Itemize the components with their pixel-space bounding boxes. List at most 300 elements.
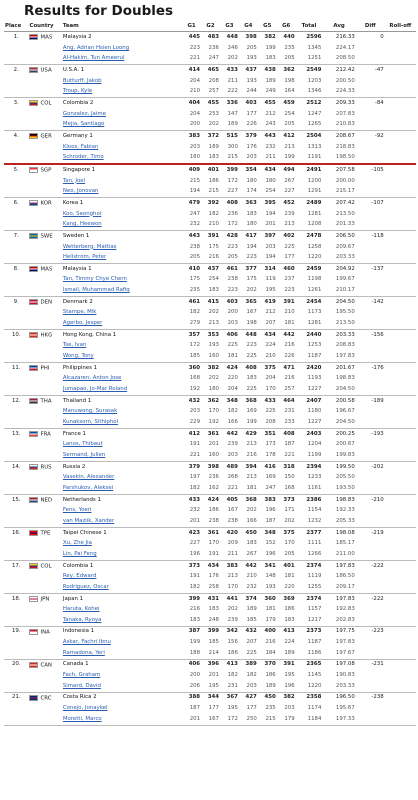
game-score: 455: [207, 99, 219, 106]
empty-cell: [356, 220, 385, 231]
game-score: 318: [283, 463, 295, 470]
player-name-link[interactable]: Mejia, Santiago: [62, 120, 182, 131]
player-game-score: 184: [258, 648, 277, 659]
place-cell: 8.: [13, 265, 19, 272]
player-game-score: 216: [189, 606, 201, 613]
game-score: 442: [245, 562, 257, 569]
player-game-score: 175: [246, 276, 257, 283]
team-name: Germany 1: [62, 132, 93, 139]
empty-cell: [4, 539, 28, 550]
game-score: 440: [283, 34, 295, 41]
player-game-score: 180: [265, 177, 276, 184]
team-name: Japan 1: [62, 595, 84, 602]
player-name-link[interactable]: Neo, Jonovan: [62, 187, 182, 198]
flag-icon: [29, 431, 38, 437]
player-game-score: 233: [277, 417, 296, 428]
player-game-score: 221: [220, 483, 239, 494]
empty-cell: [4, 670, 28, 681]
team-row: [4, 231, 416, 242]
player-average: 203.33: [322, 253, 355, 264]
empty-cell: [385, 318, 416, 329]
country-cell: [28, 429, 61, 440]
player-name-link[interactable]: Rey, Edward: [62, 573, 97, 580]
flag-icon: [29, 332, 38, 338]
col-g4: G4: [239, 24, 258, 32]
team-group: [4, 363, 416, 396]
player-name-link[interactable]: Schroder, Timo: [62, 153, 182, 165]
game-score: 383: [226, 562, 238, 569]
team-row: [4, 297, 416, 308]
player-game-score: 195: [258, 286, 277, 297]
game-score: 361: [207, 529, 219, 536]
player-game-score: 193: [239, 54, 258, 65]
player-game-score: 186: [220, 648, 239, 659]
player-name-link[interactable]: Tan, Timmy Chye Chern: [62, 276, 127, 283]
empty-cell: [385, 43, 416, 54]
empty-cell: [385, 483, 416, 494]
flag-icon: [29, 695, 38, 701]
player-game-score: 182: [246, 672, 257, 679]
player-game-score: 202: [246, 507, 257, 514]
place-cell: 13.: [11, 430, 21, 437]
player-name-link[interactable]: Tan, Joel: [62, 177, 86, 184]
game-score: 388: [188, 694, 201, 701]
game-score: 373: [283, 496, 295, 503]
player-row: [4, 187, 416, 198]
player-average: 224.17: [335, 44, 355, 51]
diff: -84: [374, 99, 384, 106]
player-name-link[interactable]: Ramadona, Yeri: [62, 648, 182, 659]
player-name-link[interactable]: Rodriguez, Oscar: [62, 582, 182, 593]
player-game-score: 239: [227, 441, 238, 448]
player-game-score: 213: [284, 143, 295, 150]
player-game-score: 238: [227, 276, 238, 283]
player-game-score: 189: [208, 143, 219, 150]
player-name-link[interactable]: Butturff, Jakob: [62, 77, 102, 84]
game-score: 395: [264, 199, 276, 206]
player-game-score: 204: [189, 110, 201, 117]
empty-cell: [28, 506, 61, 517]
player-total: 1191: [296, 153, 323, 165]
flag-icon: [29, 365, 38, 371]
player-name-link[interactable]: Kunaksorn, Sithiphol: [62, 417, 182, 428]
player-game-score: 201: [182, 714, 201, 725]
player-row: [4, 54, 416, 65]
player-name-link[interactable]: Kang, Heewon: [62, 220, 182, 231]
player-row: [4, 275, 416, 286]
player-average: 200.50: [335, 77, 355, 84]
player-game-score: 160: [201, 351, 220, 362]
player-game-score: 223: [227, 243, 238, 250]
roll-off: [385, 131, 416, 142]
player-game-score: 212: [265, 309, 276, 316]
player-name-link[interactable]: Hellstrom, Peter: [62, 253, 182, 264]
empty-cell: [28, 605, 61, 616]
player-game-score: 225: [239, 351, 258, 362]
empty-cell: [4, 572, 28, 583]
player-game-score: 199: [239, 417, 258, 428]
country-code: GER: [40, 133, 52, 140]
player-name-link[interactable]: Koo, Seonghoi: [62, 210, 102, 217]
empty-cell: [356, 109, 385, 120]
player-game-score: 225: [227, 342, 238, 349]
player-total: 1255: [296, 582, 323, 593]
player-game-score: 224: [265, 342, 276, 349]
player-name-link[interactable]: Ang, Adrian Hsien Loong: [62, 44, 130, 51]
team-group: [4, 494, 416, 527]
player-name-link[interactable]: Simard, David: [62, 681, 182, 692]
empty-cell: [28, 572, 61, 583]
team-name: Philippines 1: [62, 364, 98, 371]
empty-cell: [28, 670, 61, 681]
player-name-link[interactable]: Wetterberg, Mattias: [62, 243, 117, 250]
game-score: 399: [226, 166, 238, 173]
team-group: [4, 626, 416, 659]
game-score: 368: [245, 496, 257, 503]
game-score: 433: [188, 496, 201, 503]
player-game-score: 185: [208, 639, 219, 646]
empty-cell: [356, 43, 385, 54]
player-game-score: 166: [239, 516, 258, 527]
game-score: 412: [283, 132, 295, 139]
empty-cell: [4, 417, 28, 428]
player-game-score: 178: [258, 450, 277, 461]
player-row: [4, 670, 416, 681]
player-game-score: 204: [265, 375, 276, 382]
game-score: 408: [226, 199, 238, 206]
player-name-link[interactable]: Tanaka, Ryoya: [62, 615, 182, 626]
game-score: 465: [207, 67, 219, 73]
country-cell: [28, 98, 61, 109]
team-group: [4, 198, 416, 231]
player-game-score: 182: [182, 483, 201, 494]
player-game-score: 200: [227, 309, 238, 316]
country-code: KOR: [40, 200, 52, 207]
player-name-link[interactable]: Xu, Zhe Jia: [62, 540, 92, 547]
place-cell: 19.: [11, 628, 21, 635]
player-game-score: 189: [220, 120, 239, 131]
average: 199.50: [335, 463, 355, 470]
player-name-link[interactable]: Jumapao, Jo-Mar Roland: [62, 384, 182, 395]
player-game-score: 175: [189, 276, 201, 283]
place-cell: 18.: [11, 595, 21, 602]
player-average: 197.33: [322, 714, 355, 725]
total-score: 2489: [306, 199, 322, 206]
player-name-link[interactable]: Vasekin, Alexander: [62, 474, 115, 481]
game-score: 361: [207, 430, 219, 437]
player-name-link[interactable]: Ismail, Muhammad Rafiq: [62, 286, 182, 297]
game-score: 399: [207, 628, 219, 635]
player-game-score: 202: [227, 606, 238, 613]
player-game-score: 216: [284, 342, 295, 349]
player-total: 1261: [296, 286, 323, 297]
game-score: 431: [207, 595, 219, 602]
empty-cell: [4, 473, 28, 484]
player-name-link[interactable]: Stampe, Mik: [62, 309, 97, 316]
player-average: 204.50: [322, 384, 355, 395]
player-game-score: 194: [265, 210, 276, 217]
player-row: [4, 417, 416, 428]
average: 203.33: [335, 331, 355, 338]
average: 197.83: [335, 562, 355, 569]
empty-cell: [356, 120, 385, 131]
player-game-score: 169: [265, 474, 276, 481]
player-average: 186.50: [335, 573, 355, 580]
empty-cell: [356, 605, 385, 616]
team-group: [4, 297, 416, 330]
player-game-score: 203: [284, 705, 295, 712]
player-total: 1258: [307, 243, 322, 250]
empty-cell: [28, 242, 61, 253]
country-code: DEN: [40, 299, 53, 306]
player-game-score: 172: [220, 220, 239, 231]
country-cell: [28, 593, 61, 604]
player-name-link[interactable]: Manuwong, Surasak: [62, 408, 118, 415]
empty-cell: [4, 76, 28, 87]
player-total: 1345: [307, 44, 322, 51]
roll-off: [385, 494, 416, 505]
player-total: 1313: [307, 143, 322, 150]
player-game-score: 232: [239, 582, 258, 593]
player-game-score: 213: [246, 441, 257, 448]
player-game-score: 226: [239, 120, 258, 131]
empty-cell: [356, 714, 385, 725]
player-name-link[interactable]: van Maziik, Xander: [62, 516, 182, 527]
total-score: 2440: [306, 331, 322, 338]
player-name-link[interactable]: Parshukov, Aleksei: [62, 483, 182, 494]
empty-cell: [28, 714, 61, 725]
player-average: 202.83: [322, 615, 355, 626]
player-total: 1154: [307, 507, 322, 514]
player-game-score: 215: [220, 153, 239, 165]
player-name-link[interactable]: Fens, Yoeri: [62, 507, 92, 514]
player-average: 196.67: [335, 408, 355, 415]
player-total: 1187: [296, 351, 323, 362]
country-cell: [28, 692, 61, 703]
game-score: 398: [207, 463, 219, 470]
player-game-score: 177: [277, 253, 296, 264]
player-game-score: 182: [227, 672, 238, 679]
total-score: 2394: [306, 463, 322, 470]
player-average: 197.67: [322, 648, 355, 659]
place-cell: 6.: [13, 199, 19, 206]
empty-cell: [4, 341, 28, 352]
player-row: [4, 681, 416, 692]
player-row: [4, 714, 416, 725]
game-score: 432: [245, 628, 257, 635]
game-score: 437: [245, 67, 257, 73]
player-game-score: 225: [265, 408, 276, 415]
player-name-link[interactable]: Lin, Pai Feng: [62, 549, 182, 560]
player-game-score: 191: [189, 441, 201, 448]
player-row: [4, 109, 416, 120]
player-game-score: 193: [258, 582, 277, 593]
player-row: [4, 384, 416, 395]
player-name-link[interactable]: Moretti, Marco: [62, 714, 182, 725]
player-game-score: 236: [208, 44, 219, 51]
player-name-link[interactable]: Agerbo, Jesper: [62, 318, 182, 329]
game-score: 432: [188, 397, 201, 404]
player-name-link[interactable]: Haruta, Kohei: [62, 606, 100, 613]
player-total: 1253: [307, 342, 322, 349]
player-game-score: 197: [189, 474, 201, 481]
player-game-score: 210: [258, 351, 277, 362]
col-g6: G6: [277, 24, 296, 32]
player-game-score: 203: [220, 318, 239, 329]
game-score: 483: [207, 34, 219, 41]
player-game-score: 189: [246, 606, 257, 613]
country-code: TPE: [40, 530, 51, 537]
player-average: 197.83: [335, 639, 355, 646]
diff: -219: [371, 529, 384, 536]
player-name-link[interactable]: Kloos, Fabian: [62, 143, 99, 150]
empty-cell: [28, 318, 61, 329]
player-game-score: 183: [182, 615, 201, 626]
player-game-score: 196: [277, 681, 296, 692]
player-row: [4, 76, 416, 87]
player-total: 1208: [296, 220, 323, 231]
player-total: 1281: [307, 210, 322, 217]
game-score: 404: [188, 99, 201, 106]
player-game-score: 177: [246, 705, 257, 712]
game-score: 379: [188, 463, 201, 470]
game-score: 437: [207, 265, 219, 272]
player-game-score: 194: [258, 253, 277, 264]
empty-cell: [356, 582, 385, 593]
player-game-score: 216: [239, 450, 258, 461]
game-score: 377: [245, 265, 257, 272]
empty-cell: [28, 253, 61, 264]
average: 197.83: [335, 595, 355, 602]
player-game-score: 173: [265, 441, 276, 448]
player-name-link[interactable]: Wong, Tony: [62, 351, 182, 362]
empty-cell: [356, 506, 385, 517]
game-score: 420: [226, 529, 238, 536]
player-game-score: 227: [189, 540, 201, 547]
total-score: 2459: [306, 265, 322, 272]
player-name-link[interactable]: Conejo, Jonaykel: [62, 705, 108, 712]
average: 209.33: [335, 99, 355, 106]
player-game-score: 250: [239, 714, 258, 725]
game-score: 348: [264, 529, 276, 536]
player-game-score: 179: [277, 714, 296, 725]
game-score: 415: [207, 298, 219, 305]
player-game-score: 247: [258, 483, 277, 494]
player-game-score: 231: [220, 681, 239, 692]
empty-cell: [385, 341, 416, 352]
player-total: 1346: [296, 87, 323, 98]
player-game-score: 183: [208, 606, 219, 613]
game-score: 397: [264, 232, 276, 239]
diff: 0: [380, 34, 384, 41]
country-cell: [28, 264, 61, 275]
game-score: 416: [264, 463, 276, 470]
player-total: 1187: [307, 639, 322, 646]
player-row: [4, 142, 416, 153]
roll-off: [385, 396, 416, 407]
flag-icon: [29, 563, 38, 569]
player-name-link[interactable]: Alcazaren, Anton Jose: [62, 375, 122, 382]
game-score: 383: [264, 496, 276, 503]
player-game-score: 202: [208, 375, 219, 382]
team-row: [4, 462, 416, 473]
player-average: 192.83: [335, 606, 355, 613]
empty-cell: [385, 76, 416, 87]
game-score: 515: [226, 132, 238, 139]
player-game-score: 210: [246, 573, 257, 580]
average: 208.67: [335, 132, 355, 139]
team-row: [4, 131, 416, 142]
team-name: Colombia 1: [62, 562, 94, 569]
country-code: FRA: [40, 431, 51, 438]
empty-cell: [385, 153, 416, 165]
player-game-score: 160: [201, 450, 220, 461]
player-average: 209.17: [322, 582, 355, 593]
empty-cell: [4, 176, 28, 187]
empty-cell: [356, 242, 385, 253]
player-name-link[interactable]: Lanos, Thibaut: [62, 441, 103, 448]
empty-cell: [356, 54, 385, 65]
average: 197.75: [335, 628, 355, 635]
game-score: 391: [207, 232, 219, 239]
player-total: 1157: [307, 606, 322, 613]
player-total: 1281: [296, 318, 323, 329]
total-score: 2420: [306, 364, 322, 371]
player-game-score: 232: [265, 143, 276, 150]
game-score: 394: [245, 463, 257, 470]
player-row: [4, 450, 416, 461]
player-game-score: 199: [189, 639, 201, 646]
player-name-link[interactable]: Troup, Kyle: [62, 87, 182, 98]
player-name-link[interactable]: Fach, Graham: [62, 672, 101, 679]
game-score: 429: [245, 430, 257, 437]
player-game-score: 182: [208, 210, 219, 217]
diff: -223: [371, 628, 384, 635]
player-total: 1184: [296, 714, 323, 725]
player-game-score: 185: [239, 615, 258, 626]
game-score: 365: [245, 298, 257, 305]
team-row: [4, 32, 416, 43]
place-cell: 2.: [13, 67, 19, 73]
average: 207.58: [335, 166, 355, 173]
game-score: 423: [188, 529, 201, 536]
player-game-score: 239: [284, 210, 295, 217]
game-score: 382: [264, 34, 276, 41]
player-average: 200.00: [335, 177, 355, 184]
player-row: [4, 43, 416, 54]
empty-cell: [385, 638, 416, 649]
empty-cell: [356, 209, 385, 220]
player-game-score: 215: [201, 187, 220, 198]
player-name-link[interactable]: Tse, Ivan: [62, 342, 87, 349]
empty-cell: [385, 605, 416, 616]
empty-cell: [356, 549, 385, 560]
diff: -176: [371, 364, 384, 371]
player-game-score: 202: [201, 120, 220, 131]
total-score: 2365: [306, 661, 322, 668]
game-score: 360: [188, 364, 201, 371]
player-name-link[interactable]: Al-Hakim, Tun Ameerul: [62, 54, 182, 65]
empty-cell: [385, 54, 416, 65]
player-name-link[interactable]: Gonzalez, Jaime: [62, 110, 106, 117]
game-score: 336: [226, 99, 238, 106]
player-name-link[interactable]: Askar, Fachri Ibnu: [62, 639, 111, 646]
player-name-link[interactable]: Sermand, Julien: [62, 450, 182, 461]
player-row: [4, 209, 416, 220]
player-game-score: 211: [220, 549, 239, 560]
game-score: 362: [283, 67, 295, 73]
player-average: 193.50: [322, 483, 355, 494]
